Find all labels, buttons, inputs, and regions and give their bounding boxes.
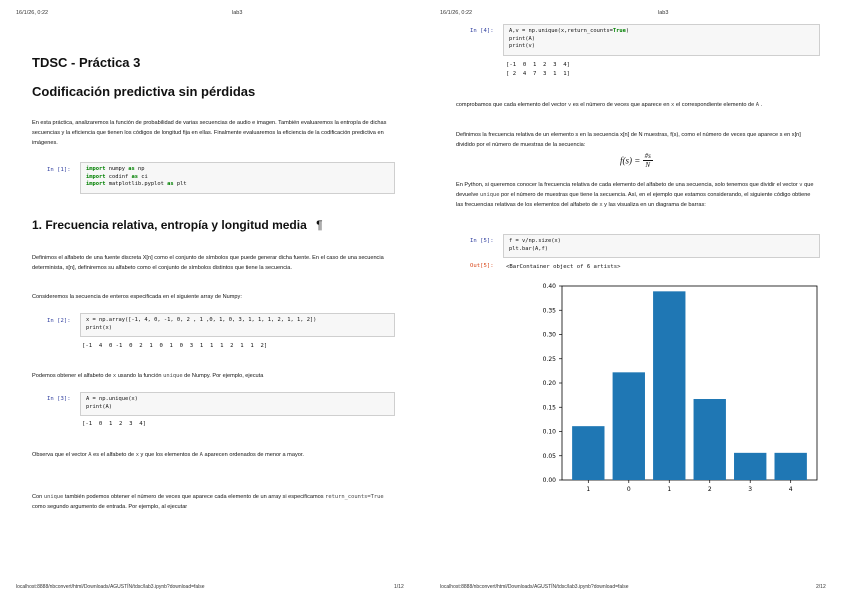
y-tick-label: 0.30 [542, 331, 556, 339]
text: En Python, si queremos conocer la frecuencia relativa de cada elemento del alfabeto de una secuencia, solo tenemos que dividir el vector [456, 182, 798, 188]
bar-2 [694, 399, 726, 480]
inline-code: x [671, 102, 675, 108]
text: también podemos obtener el número de veces que aparece cada elemento de un array si especificamos [64, 494, 324, 500]
pilcrow-anchor[interactable]: ¶ [316, 218, 323, 232]
footer-url: localhost:8888/nbconvert/html/Downloads/AGUSTÍN/tdsc/lab3.ipynb?download=false [440, 584, 629, 590]
cell4-prompt: In [4]: [470, 28, 494, 34]
keyword: as [167, 181, 174, 188]
text: es el alfabeto de [93, 452, 135, 458]
definition-paragraph: Definimos el alfabeto de una fuente discreta X[n] como el conjunto de símbolos que puede generar dicha fuente. En el caso de una secuencia determinista, x[n], definiremos su alfabeto como el conjunto de símbolos distintos que tiene la secuencia. [32, 255, 384, 271]
inline-code: unique [43, 494, 64, 500]
y-tick-label: 0.40 [542, 283, 556, 290]
consider-paragraph: Consideremos la secuencia de enteros especificada en el siguiente array de Numpy: [32, 294, 242, 300]
header-date: 16/1/26, 0:22 [16, 10, 49, 16]
text: como segundo argumento de entrada. Por ejemplo, al ejecutar [32, 504, 188, 510]
code-line: A = np.unique(x) [86, 396, 138, 402]
cell5-output: <BarContainer object of 6 artists> [506, 264, 621, 270]
formula [620, 152, 653, 169]
code-cell-1[interactable] [80, 162, 395, 194]
bar--1 [572, 426, 604, 480]
y-tick-label: 0.15 [542, 404, 556, 412]
inline-code: v [567, 102, 572, 108]
code-line: f = v/np.size(x) [509, 238, 561, 244]
alias: plt [173, 181, 187, 188]
formula-lhs: f(s) = [620, 155, 641, 166]
chart-y-ticks [543, 283, 562, 484]
text: y las visualiza en un diagrama de barras: [604, 202, 706, 208]
x-tick-label: 1 [667, 486, 672, 493]
cell1-prompt: In [1]: [47, 167, 71, 173]
observe-paragraph [32, 450, 392, 460]
text: aparecen ordenados de menor a mayor. [204, 452, 304, 458]
code-cell-2[interactable] [80, 313, 395, 337]
text: Con [32, 494, 43, 500]
text: el correspondiente elemento de [675, 102, 755, 108]
text: de Numpy. Por ejemplo, ejecuta [184, 373, 264, 379]
cell4-output-1: [-1 0 1 2 3 4] [506, 62, 570, 68]
frequency-paragraph: Definimos la frecuencia relativa de un elemento s en la secuencia x[n] de N muestras, f(s), como el número de veces que aparece s en x[n] dividido por el número de muestras de la secuencia: [456, 132, 801, 148]
inline-code: A [88, 452, 92, 458]
header-date: 16/1/26, 0:22 [440, 10, 473, 16]
formula-denominator: N [645, 161, 651, 169]
inline-code: unique [479, 192, 500, 198]
inline-code: unique [163, 373, 183, 379]
code-line: print(A) [509, 35, 535, 42]
inline-code: x [112, 373, 117, 379]
y-tick-label: 0.20 [542, 380, 556, 387]
keyword: import [86, 173, 106, 180]
y-tick-label: 0.05 [542, 452, 556, 460]
keyword: as [131, 173, 138, 180]
alias: ci [137, 173, 148, 180]
cell3-output: [-1 0 1 2 3 4] [82, 421, 146, 427]
chart-bars [572, 291, 807, 480]
bar-1 [653, 291, 685, 480]
module: codinf [105, 173, 132, 180]
cell5-out-prompt: Out[5]: [470, 263, 494, 269]
inline-code: v [799, 182, 803, 188]
code-line: x = np.array([-1, 4, 0, -1, 0, 2 , 1 ,0, 1, 0, 3, 1, 1, 1, 2, 1, 1, 2]) [86, 317, 317, 323]
cell5-prompt: In [5]: [470, 238, 494, 244]
x-tick-label: 3 [748, 486, 753, 493]
x-tick-label: 0 [626, 486, 631, 493]
code-line: A,v = np.unique(x,return_counts= [509, 28, 613, 34]
code-line: print(A) [86, 403, 112, 410]
text: es el número de veces que aparece en [572, 102, 670, 108]
inline-code: return_counts=True [325, 494, 384, 500]
bar-3 [734, 453, 766, 480]
x-tick-label: 4 [788, 486, 793, 493]
header-title: lab3 [658, 10, 669, 16]
x-tick-label: 2 [707, 486, 712, 493]
code-cell-4[interactable] [503, 24, 820, 56]
unique-paragraph [32, 492, 392, 512]
text: . [760, 102, 763, 108]
intro-paragraph: En esta práctica, analizaremos la función de probabilidad de varias secuencias de audio e imagen. También evaluaremos la entropía de dichas secuencias y la eficiencia que tienen los códigos de longitud fija en ellas. Finalmente evaluaremos la eficiencia de la codificación predictiva en imágenes. [32, 120, 387, 146]
inline-code: A [755, 102, 760, 108]
header-title: lab3 [232, 10, 243, 16]
formula-fraction [643, 152, 653, 169]
bar-0 [613, 372, 645, 480]
keyword: import [86, 181, 106, 188]
y-tick-label: 0.35 [542, 307, 556, 315]
chart-x-ticks [586, 480, 792, 493]
code-line: print(x) [86, 324, 112, 331]
text: y que los elementos de [140, 452, 199, 458]
page-subtitle: Codificación predictiva sin pérdidas [32, 84, 256, 99]
text: Observa que el vector [32, 452, 87, 458]
formula-numerator: #s [644, 152, 651, 160]
inline-code: x [135, 452, 139, 458]
bar-4 [775, 453, 807, 480]
inline-code: x [599, 202, 603, 208]
module: matplotlib.pyplot [105, 181, 168, 188]
footer-url: localhost:8888/nbconvert/html/Downloads/AGUSTÍN/tdsc/lab3.ipynb?download=false [16, 584, 205, 590]
text: usando la función [117, 373, 162, 379]
alias: np [134, 166, 145, 172]
y-tick-label: 0.00 [542, 477, 556, 484]
cell3-prompt: In [3]: [47, 396, 71, 402]
y-tick-label: 0.10 [542, 428, 556, 436]
python-paragraph [456, 180, 816, 210]
cell2-output: [-1 4 0 -1 0 2 1 0 1 0 3 1 1 1 2 1 1 2] [82, 343, 268, 349]
module: numpy [105, 166, 129, 172]
keyword: import [86, 166, 106, 172]
code-line: plt.bar(A,f) [509, 245, 548, 252]
y-tick-label: 0.25 [542, 355, 556, 363]
section-title-text: 1. Frecuencia relativa, entropía y longitud media [32, 218, 307, 232]
code-cell-5[interactable] [503, 234, 820, 258]
bar-chart [504, 278, 824, 498]
alphabet-paragraph [32, 371, 392, 381]
inline-code: A [199, 452, 203, 458]
footer-page-number: 1/12 [394, 584, 404, 590]
text: Podemos obtener el alfabeto de [32, 373, 112, 379]
page-2 [424, 0, 848, 600]
page-title: TDSC - Práctica 3 [32, 55, 141, 70]
check-paragraph [456, 100, 816, 110]
cell2-prompt: In [2]: [47, 318, 71, 324]
code-cell-3[interactable] [80, 392, 395, 416]
text: comprobamos que cada elemento del vector [456, 102, 567, 108]
section-title [32, 218, 323, 232]
code-line: ) [625, 28, 630, 34]
text: por el número de muestras que tiene la secuencia. Así, en el ejemplo que estamos considerando, el siguiente código obtiene las frecuencias relativas de los elementos del alfabeto de [456, 192, 811, 208]
keyword: as [128, 166, 135, 172]
text: que devuelve [456, 182, 814, 198]
cell4-output-2: [ 2 4 7 3 1 1] [506, 71, 570, 77]
code-line: print(v) [509, 43, 535, 50]
footer-page-number: 2/12 [816, 584, 826, 590]
keyword: True [612, 28, 626, 34]
x-tick-label: 1 [586, 486, 591, 493]
